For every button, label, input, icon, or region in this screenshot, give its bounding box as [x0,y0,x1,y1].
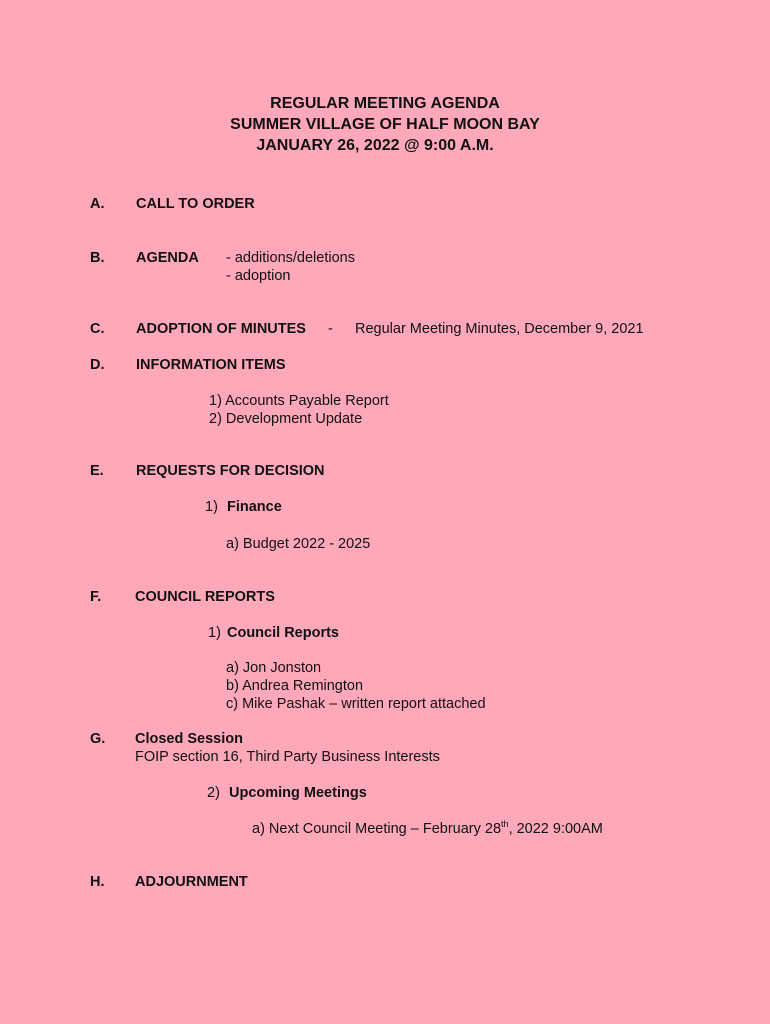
meeting-date: JANUARY 26, 2022 @ 9:00 A.M. [256,137,494,154]
organization-name: SUMMER VILLAGE OF HALF MOON BAY [230,116,540,133]
subsection-number: 2) [207,785,220,801]
decision-item: a) Budget 2022 - 2025 [226,536,371,552]
section-c-detail: Regular Meeting Minutes, December 9, 2021 [355,321,644,337]
information-item: 2) Development Update [209,411,363,427]
section-a-letter: A. [90,196,105,212]
section-h-title: ADJOURNMENT [135,874,248,890]
section-h-letter: H. [90,874,105,890]
subsection-number: 1) [208,625,221,641]
council-report-item: a) Jon Jonston [226,660,322,676]
section-a-title: CALL TO ORDER [136,196,255,212]
section-e-letter: E. [90,463,104,479]
section-c-letter: C. [90,321,105,337]
section-f-letter: F. [90,589,102,605]
subsection-number: 1) [205,499,218,515]
section-d-title: INFORMATION ITEMS [136,357,286,373]
council-report-item: c) Mike Pashak – written report attached [226,696,486,712]
council-report-item: b) Andrea Remington [226,678,364,694]
upcoming-meeting-time: , 2022 9:00AM [508,821,603,837]
section-e-title: REQUESTS FOR DECISION [136,463,325,479]
subsection-title: Finance [227,499,282,515]
section-b-title: AGENDA [136,250,199,266]
section-g-letter: G. [90,731,106,747]
agenda-item: - adoption [226,268,291,284]
agenda-title: REGULAR MEETING AGENDA [270,95,500,112]
section-d-letter: D. [90,357,105,373]
date-suffix: th [501,819,509,830]
section-c-separator: - [328,321,333,337]
agenda-item: - additions/deletions [226,250,355,266]
subsection-title: Council Reports [227,625,339,641]
section-g-title: Closed Session [135,731,243,747]
information-item: 1) Accounts Payable Report [209,393,389,409]
upcoming-meeting-item [252,820,603,838]
section-g-detail: FOIP section 16, Third Party Business Interests [135,749,440,765]
section-c-title: ADOPTION OF MINUTES [136,321,306,337]
section-b-letter: B. [90,250,105,266]
subsection-title: Upcoming Meetings [229,785,367,801]
upcoming-meeting-text: a) Next Council Meeting – February 28 [252,821,502,837]
section-f-title: COUNCIL REPORTS [135,589,275,605]
